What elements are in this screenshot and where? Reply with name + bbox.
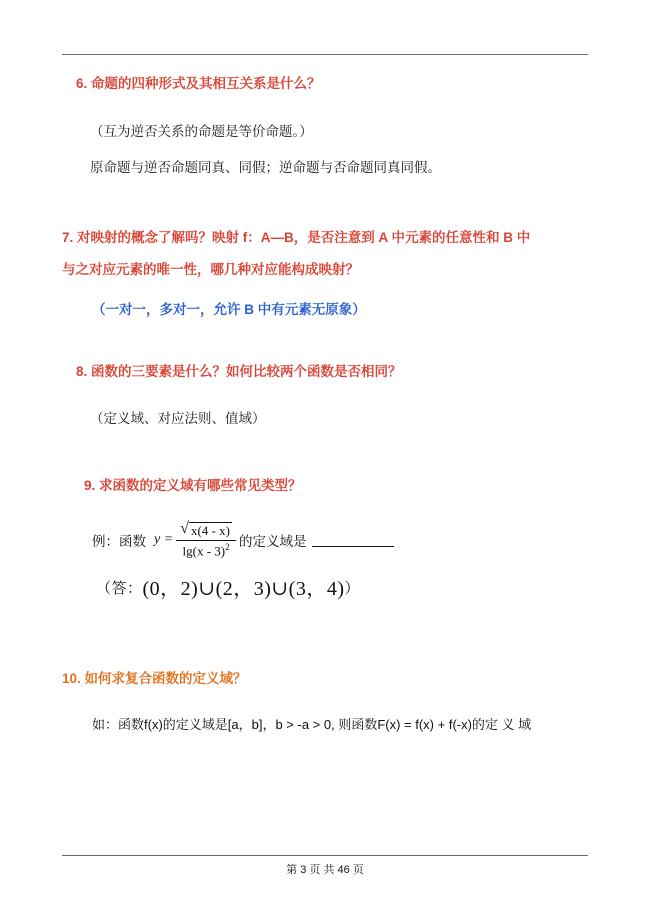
page-footer bbox=[0, 860, 650, 878]
document-content bbox=[62, 72, 600, 733]
question-10-answer: 如：函数f(x)的定义域是[a，b]，b > -a > 0, 则函数F(x) = f(x) + f(-x)的定 义 域 bbox=[92, 717, 532, 733]
example-variable: y = bbox=[154, 532, 174, 548]
question-6-answer-2: 原命题与逆否命题同真、同假；逆命题与否命题同真同假。 bbox=[90, 159, 441, 175]
question-7-answer: （一对一，多对一，允许 B 中有元素无原象） bbox=[92, 301, 366, 317]
radical-icon: √ bbox=[180, 520, 189, 538]
fraction-numerator bbox=[176, 521, 236, 541]
answer-suffix: ） bbox=[344, 579, 361, 597]
denominator-exponent: 2 bbox=[225, 542, 230, 553]
answer-prefix: （答： bbox=[96, 579, 143, 597]
question-8-answer: （定义域、对应法则、值域） bbox=[90, 411, 266, 427]
example-prefix: 例：函数 bbox=[92, 534, 146, 550]
question-7-title-line2: 与之对应元素的唯一性，哪几种对应能构成映射？ bbox=[62, 261, 359, 277]
question-6-title: 6. 命题的四种形式及其相互关系是什么？ bbox=[76, 76, 321, 91]
question-7-title-line1: 7. 对映射的概念了解吗？映射 f：A—B，是否注意到 A 中元素的任意性和 B 中 bbox=[62, 230, 531, 246]
fraction-denominator bbox=[179, 541, 234, 559]
question-8-title: 8. 函数的三要素是什么？如何比较两个函数是否相同？ bbox=[76, 363, 402, 379]
fraction bbox=[176, 521, 236, 559]
example-suffix: 的定义域是 bbox=[238, 534, 307, 550]
question-9-title: 9. 求函数的定义域有哪些常见类型？ bbox=[84, 477, 302, 493]
answer-blank bbox=[312, 533, 394, 547]
sqrt-radicand: x(4 - x) bbox=[190, 523, 230, 539]
question-9-example bbox=[62, 521, 600, 559]
sqrt-expression bbox=[180, 521, 232, 539]
question-9-answer bbox=[62, 572, 600, 601]
page-number: 第 3 页 共 46 页 bbox=[286, 864, 364, 876]
footer-divider bbox=[62, 855, 588, 856]
question-10-title: 10. 如何求复合函数的定义域？ bbox=[62, 670, 247, 686]
denominator-base: lg(x - 3) bbox=[182, 543, 226, 559]
question-6-answer-1: （互为逆否关系的命题是等价命题。） bbox=[90, 123, 313, 139]
answer-value: (0，2)∪(2，3)∪(3，4) bbox=[142, 577, 345, 600]
header-divider bbox=[62, 54, 588, 55]
